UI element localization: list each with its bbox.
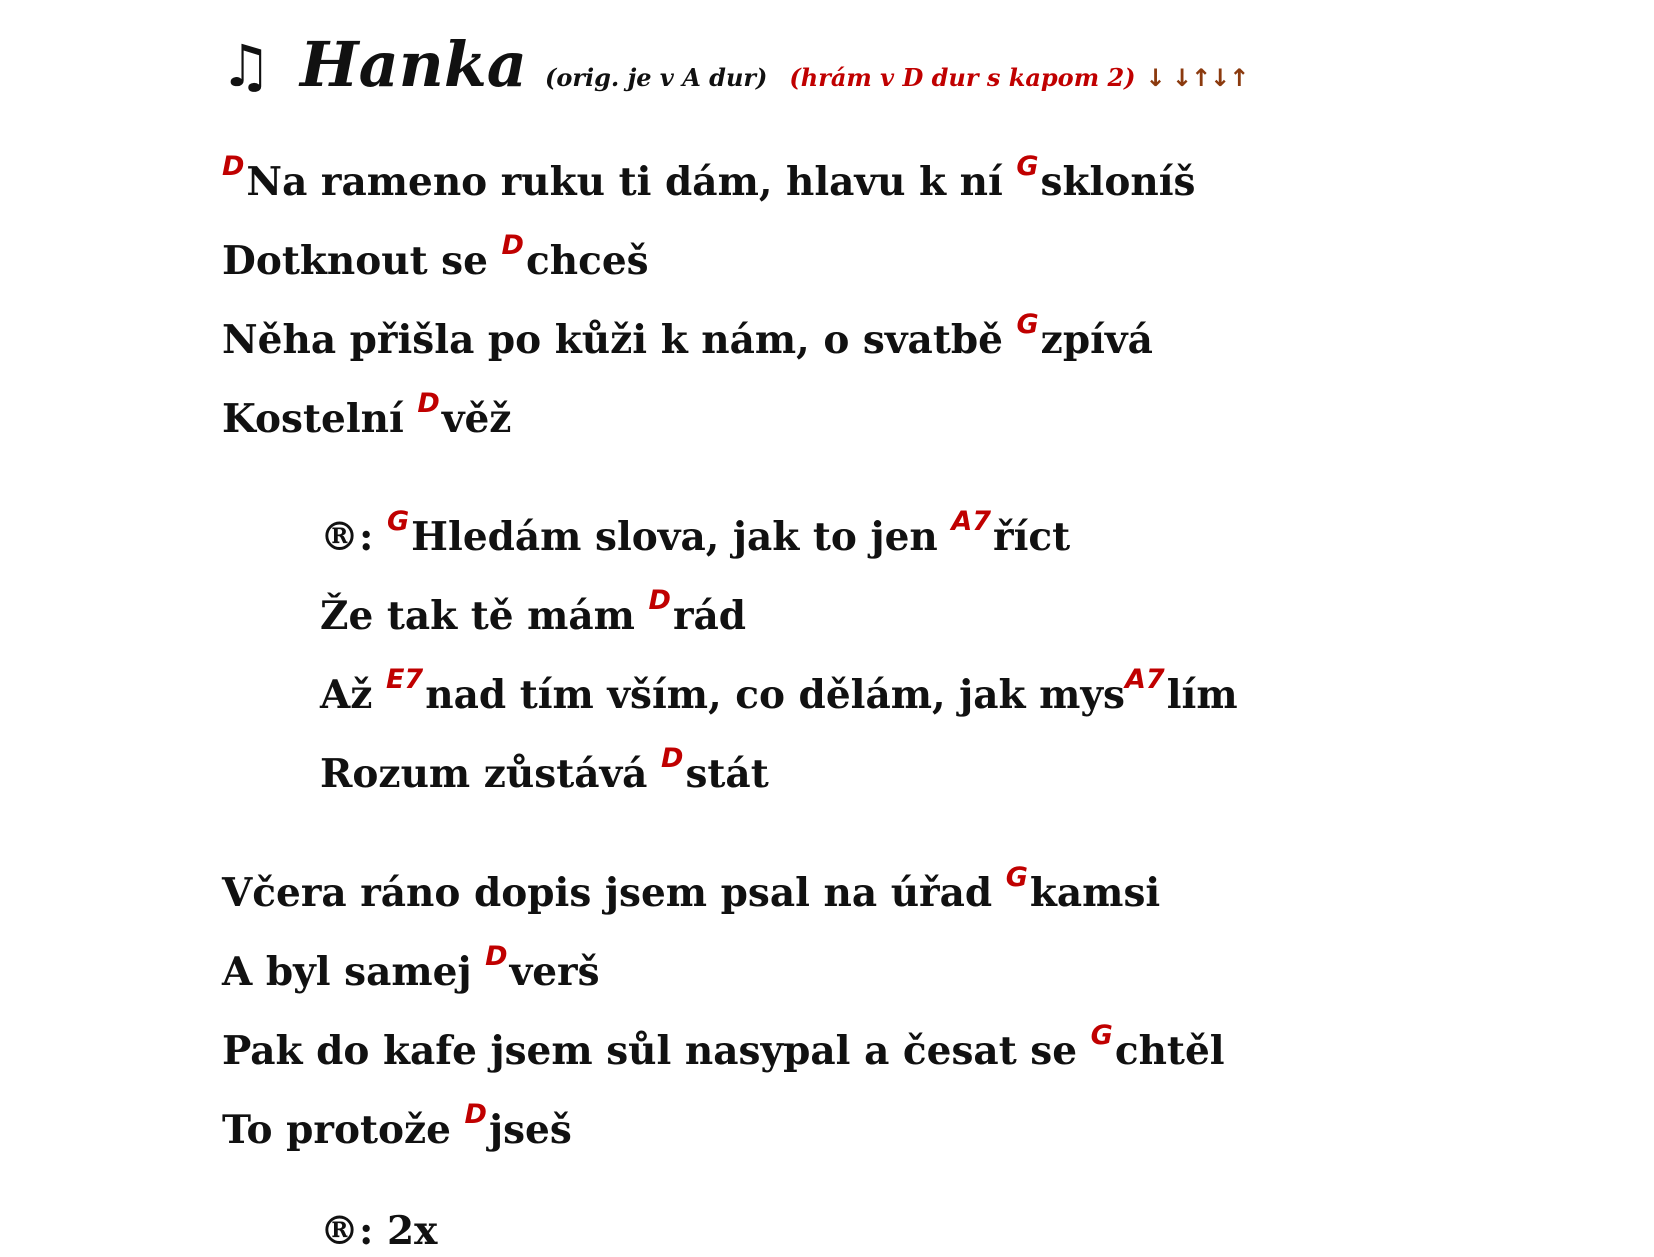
lyric-text: skloníš	[1040, 159, 1196, 205]
chorus-line4	[320, 743, 769, 797]
lyric-text: Včera ráno dopis jsem psal na úřad	[222, 870, 1006, 916]
chord: G	[1016, 151, 1039, 182]
chorus-line1	[320, 506, 1071, 560]
lyric-text: Kostelní	[222, 396, 418, 442]
chord: D	[417, 388, 440, 419]
chord: D	[661, 743, 684, 774]
lyric-text: Na rameno ruku ti dám, hlavu k ní	[246, 159, 1017, 205]
verse1-line4	[222, 388, 512, 442]
chord: D	[222, 151, 245, 182]
strum-pattern-arrows-icon: ↓ ↓↑↓↑	[1145, 64, 1249, 92]
lyric-text: To protože	[222, 1107, 465, 1153]
verse2-line1	[222, 862, 1161, 916]
chord: G	[386, 506, 410, 537]
chorus-marker: ®:	[320, 514, 387, 560]
chord: A7	[951, 506, 992, 537]
chord: D	[648, 585, 671, 616]
chord: G	[1090, 1020, 1113, 1051]
verse1-line2	[222, 230, 649, 284]
chord: G	[1016, 309, 1039, 340]
lyric-text: rád	[672, 593, 747, 639]
verse1-line3	[222, 309, 1153, 363]
lyric-text: kamsi	[1029, 870, 1161, 916]
lyric-text: chtěl	[1114, 1028, 1225, 1074]
verse2-line2	[222, 941, 600, 995]
lyric-text: chceš	[525, 238, 649, 284]
chord: D	[464, 1099, 487, 1130]
lyric-text: říct	[993, 514, 1071, 560]
capo-note: (hrám v D dur s kapom 2)	[789, 63, 1136, 92]
verse1-line1	[222, 151, 1196, 205]
chord: D	[501, 230, 524, 261]
lyric-text: nad tím vším, co dělám, jak mys	[425, 672, 1126, 718]
chord: E7	[385, 664, 424, 695]
lyric-text: věž	[441, 396, 512, 442]
chord: D	[485, 941, 508, 972]
lyric-text: zpívá	[1040, 317, 1153, 363]
lyric-text: stát	[685, 751, 769, 797]
song-title: Hanka	[300, 28, 527, 101]
music-note-icon: ♫	[220, 32, 272, 100]
lyric-text: Až	[320, 672, 386, 718]
chord: A7	[1125, 664, 1165, 695]
chorus-line2	[320, 585, 747, 639]
lyric-text: jseš	[488, 1107, 572, 1153]
lyric-text: Hledám slova, jak to jen	[411, 514, 952, 560]
original-key-note: (orig. je v A dur)	[544, 63, 768, 92]
lyric-text: A byl samej	[222, 949, 486, 995]
chord: G	[1005, 862, 1028, 893]
chorus-repeat	[320, 1208, 438, 1254]
lyric-text: Dotknout se	[222, 238, 502, 284]
lyric-text: verš	[509, 949, 600, 995]
verse2-line4	[222, 1099, 572, 1153]
song-header	[220, 28, 1248, 101]
lyric-text: Rozum zůstává	[320, 751, 662, 797]
lyric-text: Pak do kafe jsem sůl nasypal a česat se	[222, 1028, 1091, 1074]
chorus-line3	[320, 664, 1238, 718]
lyric-text: Něha přišla po kůži k nám, o svatbě	[222, 317, 1017, 363]
lyric-text: Že tak tě mám	[320, 593, 649, 639]
chorus-repeat-label: ®: 2x	[320, 1208, 438, 1254]
lyric-text: lím	[1166, 672, 1238, 718]
verse2-line3	[222, 1020, 1225, 1074]
